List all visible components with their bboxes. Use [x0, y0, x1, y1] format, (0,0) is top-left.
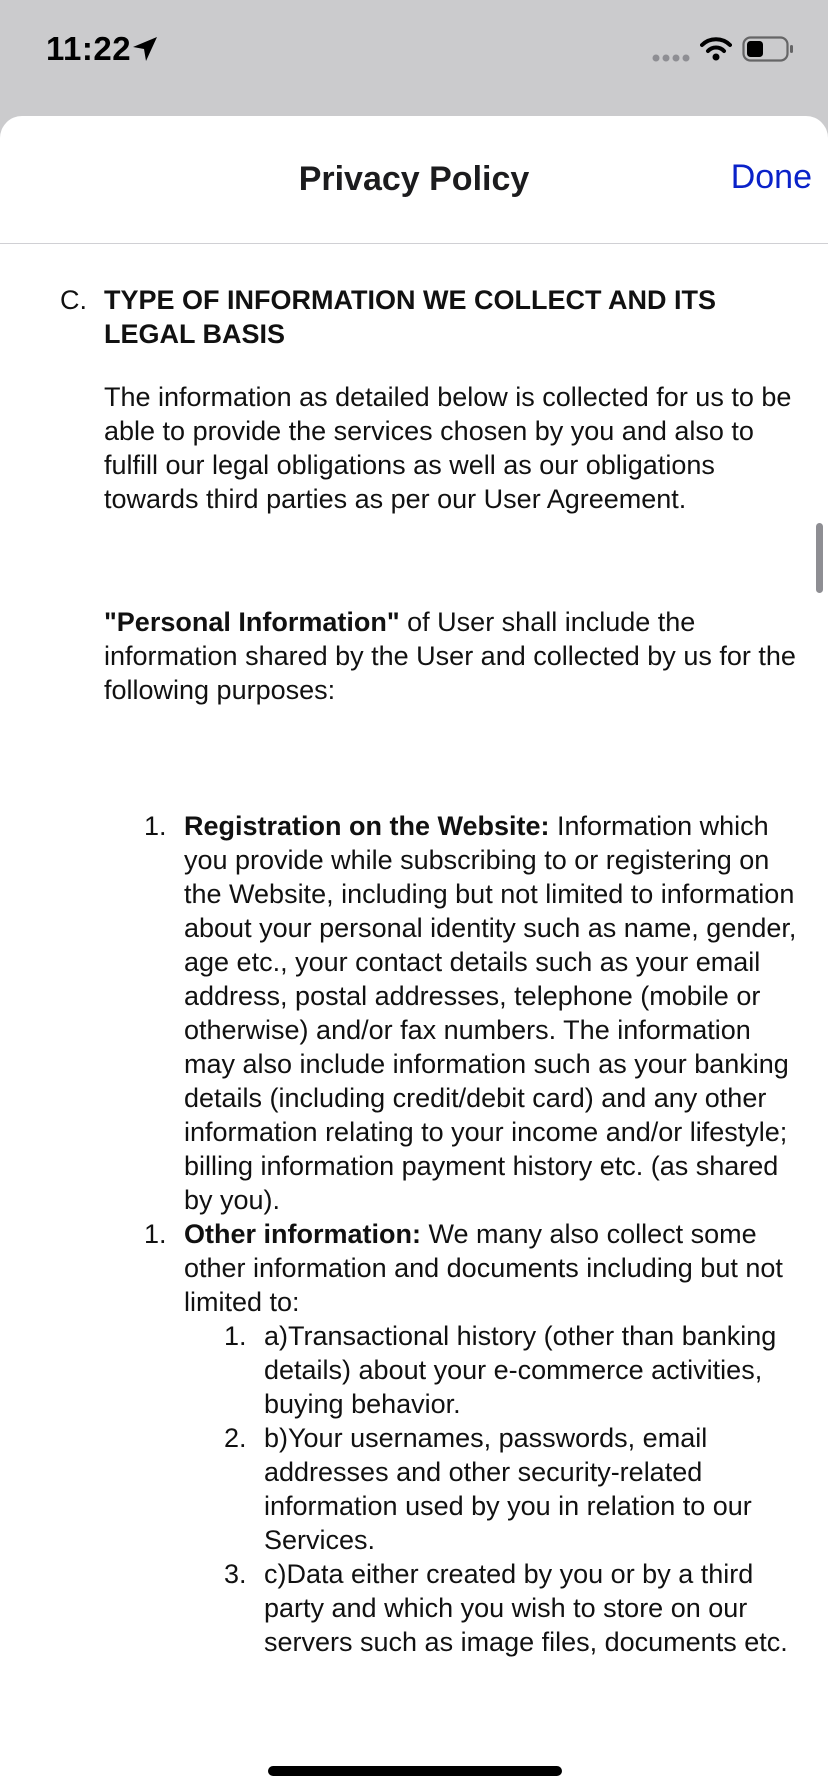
page-title: Privacy Policy [298, 160, 530, 198]
other-information-sublist [184, 1319, 804, 1659]
list-item-title: Registration on the Website: [184, 811, 550, 841]
sublist-item-number: 2. [224, 1423, 247, 1453]
list-item-text: Information which you provide while subscribing to or registering on the Website, including but not limited to information about your personal identity such as name, gender, age etc., your contact details such as your email address, postal addresses, telephone (mobile or otherwise) and/or fax numbers. The information may also include information such as your banking details (including credit/debit card) and any other information relating to your income and/or lifestyle; billing information payment history etc. (as shared by you). [184, 811, 797, 1215]
home-indicator[interactable] [268, 1766, 562, 1776]
policy-content[interactable] [0, 245, 828, 1792]
status-bar [0, 0, 828, 100]
sublist-item-number: 3. [224, 1559, 247, 1589]
sublist-item [184, 1557, 804, 1659]
personal-info-text: of User shall include the information shared by the User and collected by us for the following purposes: [104, 607, 796, 705]
section-title: TYPE OF INFORMATION WE COLLECT AND ITS LEGAL BASIS [104, 285, 716, 349]
cellular-signal-icon [652, 53, 692, 63]
list-item-text: We many also collect some other information and documents including but not limited to: [184, 1219, 783, 1317]
battery-icon [742, 36, 794, 62]
purpose-list [104, 809, 804, 1659]
status-time: 11:22 [46, 30, 132, 67]
intro-paragraph: The information as detailed below is collected for us to be able to provide the services chosen by you and also to fulfill our legal obligations as well as our obligations towards third parties as per our User Agreement. [104, 382, 792, 514]
sublist-item-number: 1. [224, 1321, 247, 1351]
list-item-number: 1. [144, 1219, 167, 1249]
sublist-item [184, 1421, 804, 1557]
sublist-item-text: b)Your usernames, passwords, email addresses and other security-related information used by you in relation to our Services. [264, 1423, 752, 1555]
personal-info-paragraph [104, 605, 804, 707]
wifi-icon [700, 36, 732, 62]
sublist-item [184, 1319, 804, 1421]
list-item-registration [104, 809, 804, 1217]
done-button[interactable]: Done [730, 158, 812, 196]
navigation-bar [0, 116, 828, 244]
scroll-indicator[interactable] [816, 523, 823, 593]
list-item-other-information [104, 1217, 804, 1659]
privacy-policy-sheet [0, 116, 828, 1792]
sublist-item-text: c)Data either created by you or by a third party and which you wish to store on our servers such as image files, documents etc. [264, 1559, 788, 1657]
list-item-number: 1. [144, 811, 167, 841]
section-marker: C. [60, 285, 87, 315]
list-item-title: Other information: [184, 1219, 421, 1249]
personal-info-term: "Personal Information" [104, 607, 400, 637]
location-arrow-icon [130, 34, 160, 64]
sublist-item-text: a)Transactional history (other than banking details) about your e-commerce activities, buying behavior. [264, 1321, 777, 1419]
